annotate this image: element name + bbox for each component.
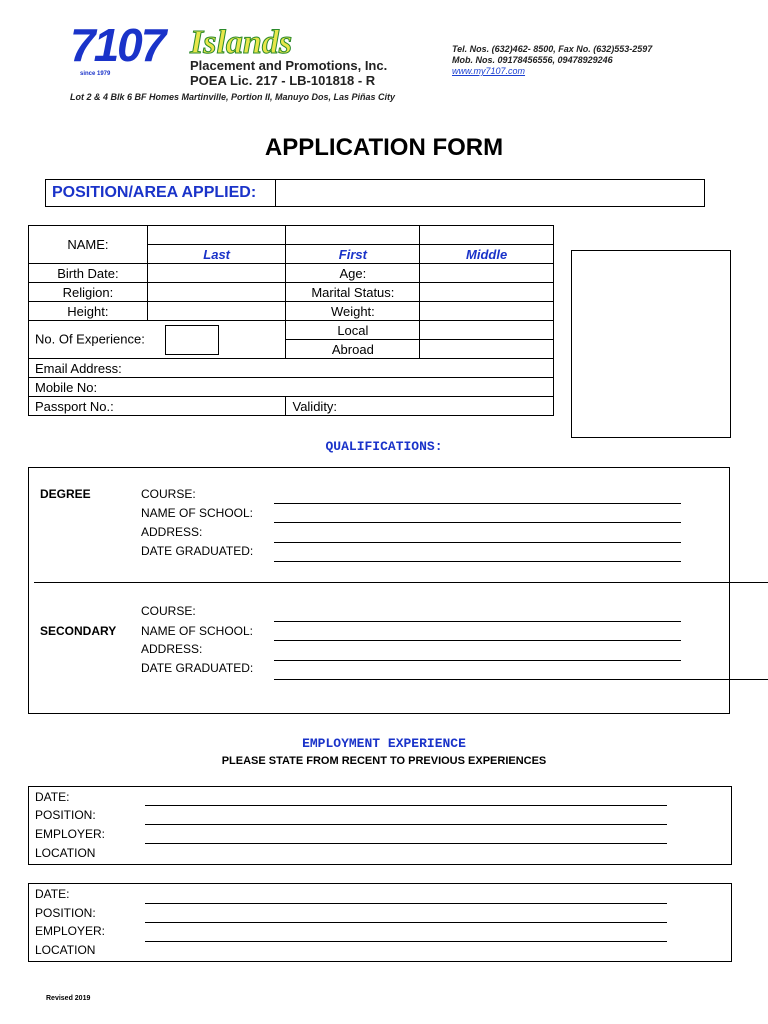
- website-link[interactable]: www.my7107.com: [452, 66, 526, 76]
- employment-entry-2: [28, 883, 732, 962]
- position-applied-field[interactable]: [277, 180, 703, 206]
- logo-since: since 1979: [80, 71, 111, 77]
- degree-address-line[interactable]: [274, 542, 681, 543]
- secondary-label: SECONDARY: [40, 624, 117, 638]
- emp1-date-label: DATE:: [35, 790, 70, 804]
- personal-info-table: [28, 225, 554, 416]
- secondary-graduated-line[interactable]: [274, 679, 768, 680]
- religion-label: Religion:: [29, 283, 148, 302]
- degree-school-label: NAME OF SCHOOL:: [141, 506, 254, 520]
- degree-label: DEGREE: [40, 487, 91, 501]
- validity-field[interactable]: [286, 397, 554, 416]
- emp1-position-line[interactable]: [145, 824, 667, 825]
- emp1-location-label: LOCATION: [35, 846, 96, 860]
- secondary-course-label: COURSE:: [141, 604, 196, 618]
- name-label: NAME:: [29, 226, 148, 264]
- height-field[interactable]: [147, 302, 286, 321]
- company-address: Lot 2 & 4 Blk 6 BF Homes Martinville, Portion II, Manuyo Dos, Las Piñas City: [70, 92, 396, 102]
- email-label: Email Address:: [35, 360, 122, 376]
- secondary-graduated-label: DATE GRADUATED:: [141, 661, 254, 675]
- emp2-position-label: POSITION:: [35, 906, 96, 920]
- secondary-school-line[interactable]: [274, 640, 681, 641]
- employment-entry-1: [28, 786, 732, 865]
- emp2-location-label: LOCATION: [35, 943, 96, 957]
- passport-label: Passport No.:: [35, 398, 114, 414]
- validity-label: Validity:: [292, 398, 338, 414]
- emp2-position-line[interactable]: [145, 922, 667, 923]
- middle-label: Middle: [420, 245, 554, 264]
- age-label: Age:: [286, 264, 420, 283]
- tel-numbers: Tel. Nos. (632)462- 8500, Fax No. (632)553-2597: [452, 44, 653, 54]
- secondary-course-line[interactable]: [274, 621, 681, 622]
- abroad-label: Abroad: [286, 340, 420, 359]
- degree-course-label: COURSE:: [141, 487, 196, 501]
- experience-count-field[interactable]: [165, 325, 219, 355]
- experience-cell: [29, 321, 286, 359]
- height-label: Height:: [29, 302, 148, 321]
- emp2-date-label: DATE:: [35, 887, 70, 901]
- experience-label: No. Of Experience:: [35, 330, 145, 346]
- mobile-numbers: Mob. Nos. 09178456556, 09478929246: [452, 55, 613, 65]
- form-title: APPLICATION FORM: [264, 134, 504, 161]
- local-experience-field[interactable]: [420, 321, 554, 340]
- qualifications-heading: QUALIFICATIONS:: [325, 439, 443, 454]
- secondary-school-label: NAME OF SCHOOL:: [141, 624, 254, 638]
- marital-status-field[interactable]: [420, 283, 554, 302]
- degree-graduated-line[interactable]: [274, 561, 681, 562]
- emp1-employer-label: EMPLOYER:: [35, 827, 106, 841]
- weight-field[interactable]: [420, 302, 554, 321]
- emp1-position-label: POSITION:: [35, 808, 96, 822]
- employment-subheading: PLEASE STATE FROM RECENT TO PREVIOUS EXPERIENCES: [221, 755, 547, 767]
- age-field[interactable]: [420, 264, 554, 283]
- emp2-date-line[interactable]: [145, 903, 667, 904]
- contact-info: [452, 44, 652, 77]
- revision-note: Revised 2019: [46, 995, 91, 1002]
- first-label: First: [286, 245, 420, 264]
- secondary-address-line[interactable]: [274, 660, 681, 661]
- local-label: Local: [286, 321, 420, 340]
- position-applied-box: [45, 179, 705, 207]
- middle-name-field[interactable]: [420, 226, 554, 245]
- degree-graduated-label: DATE GRADUATED:: [141, 544, 254, 558]
- abroad-experience-field[interactable]: [420, 340, 554, 359]
- last-label: Last: [147, 245, 286, 264]
- emp1-date-line[interactable]: [145, 805, 667, 806]
- first-name-field[interactable]: [286, 226, 420, 245]
- passport-field[interactable]: [29, 397, 286, 416]
- logo-word: Islands: [190, 24, 293, 61]
- degree-address-label: ADDRESS:: [141, 525, 203, 539]
- position-applied-label: POSITION/AREA APPLIED:: [46, 180, 276, 206]
- company-name: Placement and Promotions, Inc.: [190, 58, 388, 73]
- birth-date-label: Birth Date:: [29, 264, 148, 283]
- marital-status-label: Marital Status:: [286, 283, 420, 302]
- qualifications-box: [28, 467, 730, 714]
- qualifications-divider: [34, 582, 768, 583]
- birth-date-field[interactable]: [147, 264, 286, 283]
- last-name-field[interactable]: [147, 226, 286, 245]
- emp2-employer-label: EMPLOYER:: [35, 924, 106, 938]
- secondary-address-label: ADDRESS:: [141, 642, 203, 656]
- employment-heading: EMPLOYMENT EXPERIENCE: [302, 736, 466, 751]
- logo-number: 7107: [70, 19, 165, 71]
- mobile-field[interactable]: [29, 378, 554, 397]
- weight-label: Weight:: [286, 302, 420, 321]
- degree-school-line[interactable]: [274, 522, 681, 523]
- degree-course-line[interactable]: [274, 503, 681, 504]
- license-number: POEA Lic. 217 - LB-101818 - R: [190, 73, 376, 88]
- emp2-employer-line[interactable]: [145, 941, 667, 942]
- photo-box[interactable]: [571, 250, 731, 438]
- emp1-employer-line[interactable]: [145, 843, 667, 844]
- religion-field[interactable]: [147, 283, 286, 302]
- mobile-label: Mobile No:: [35, 379, 98, 395]
- email-field[interactable]: [29, 359, 554, 378]
